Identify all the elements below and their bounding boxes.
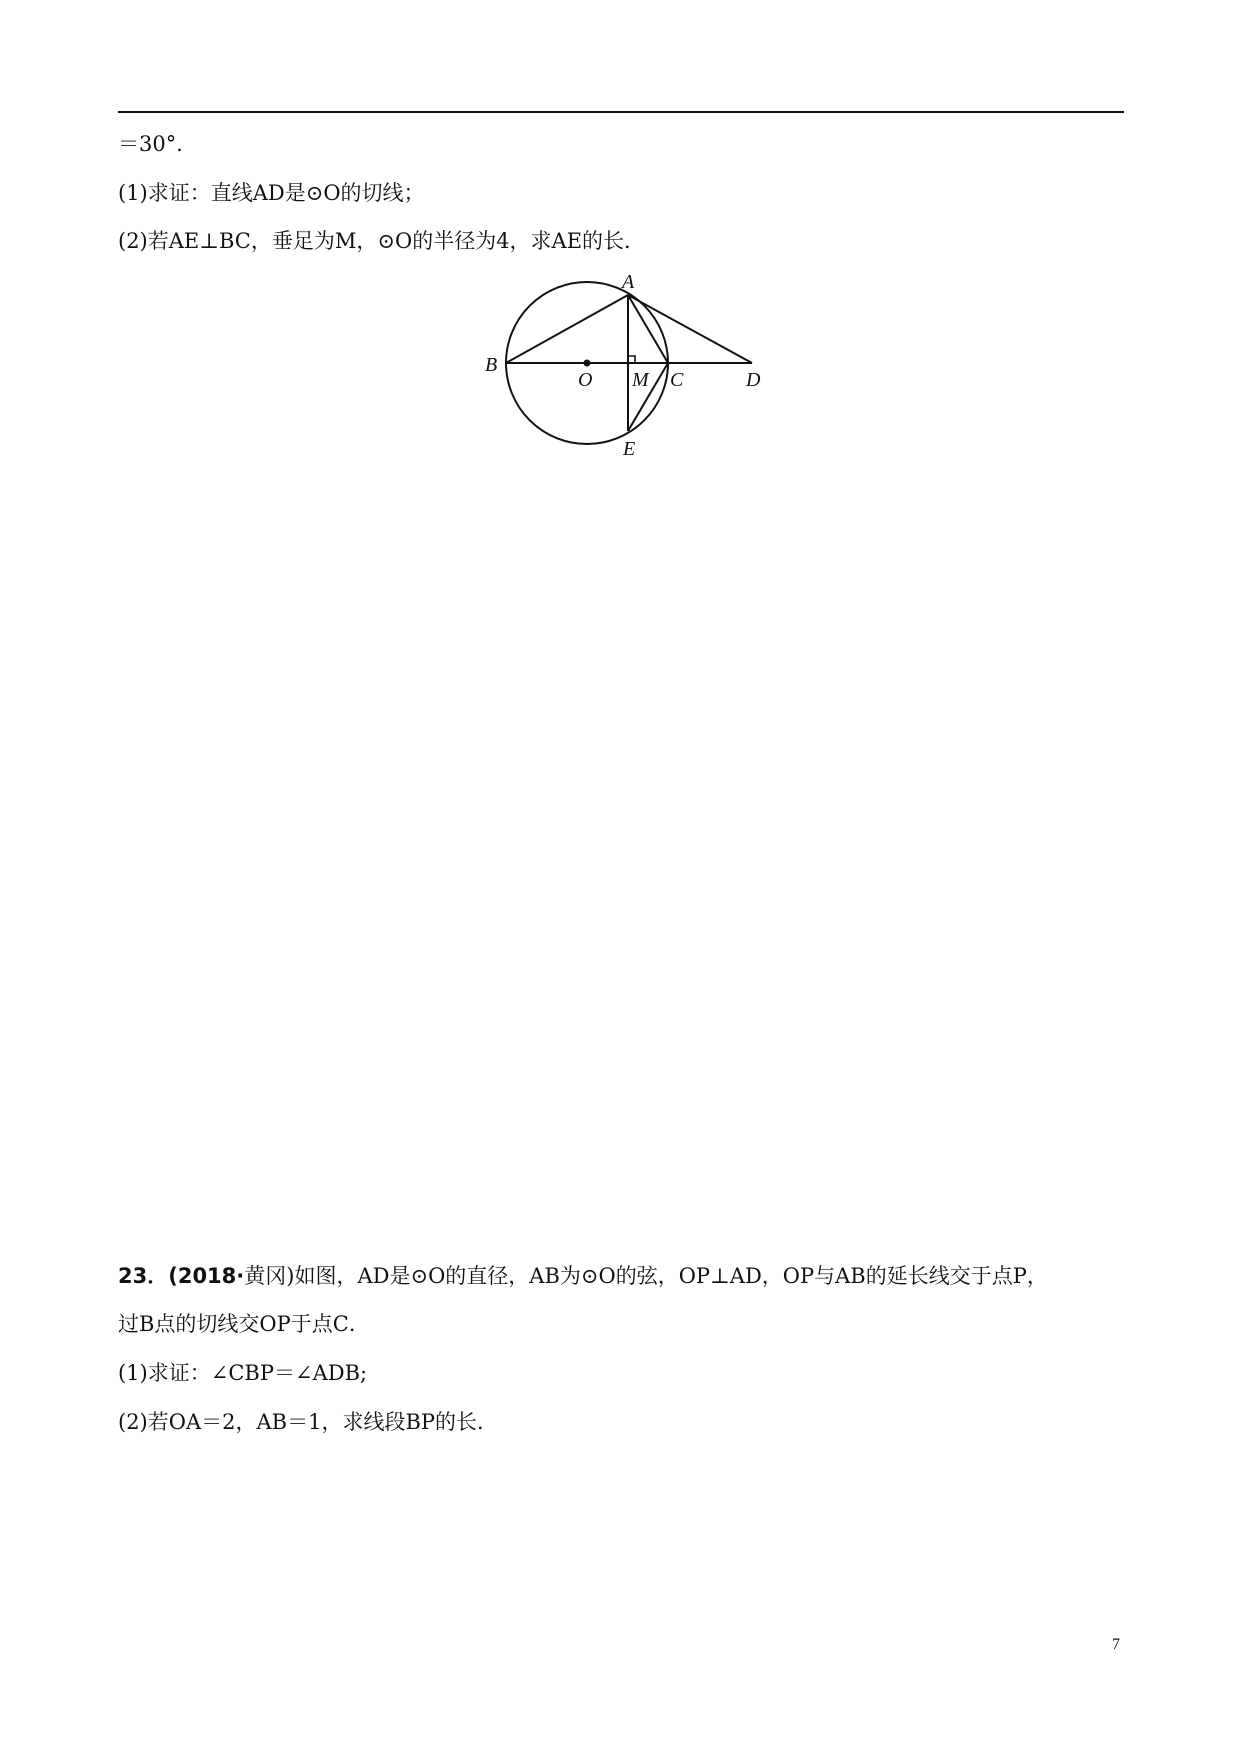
label-b: B: [485, 354, 498, 376]
header-rule: [118, 111, 1124, 113]
q23-part2: (2)若OA＝2，AB＝1，求线段BP的长．: [118, 1410, 499, 1434]
question-number: 23．: [118, 1264, 169, 1288]
label-c: C: [670, 369, 684, 391]
label-e: E: [623, 438, 636, 460]
label-o: O: [578, 369, 593, 391]
q22-part1: (1)求证：直线AD是⊙O的切线；: [118, 181, 425, 205]
label-a: A: [622, 271, 635, 293]
q23-part1: (1)求证：∠CBP＝∠ADB;: [118, 1361, 368, 1385]
segment-ab: [506, 295, 628, 363]
center-point-o: [584, 360, 591, 367]
q23-stem-line1: [118, 1263, 1048, 1289]
label-d: D: [746, 369, 761, 391]
question-stem-text: 如图，AD是⊙O的直径，AB为⊙O的弦，OP⊥AD，OP与AB的延长线交于点P，: [294, 1264, 1048, 1288]
question-source: (2018·: [168, 1264, 245, 1288]
circle-tangent-figure: [470, 260, 770, 460]
q23-stem-line2: 过B点的切线交OP于点C．: [118, 1312, 370, 1336]
geometry-diagram: [470, 260, 770, 460]
continuation-fragment: ＝30°．: [118, 132, 198, 156]
q22-part2: (2)若AE⊥BC，垂足为M，⊙O的半径为4，求AE的长．: [118, 229, 646, 253]
label-m: M: [632, 369, 649, 391]
right-angle-mark: [628, 356, 635, 363]
segment-ad: [628, 295, 752, 363]
page-number: 7: [1112, 1636, 1120, 1653]
question-source-rest: 黄冈): [244, 1264, 295, 1288]
